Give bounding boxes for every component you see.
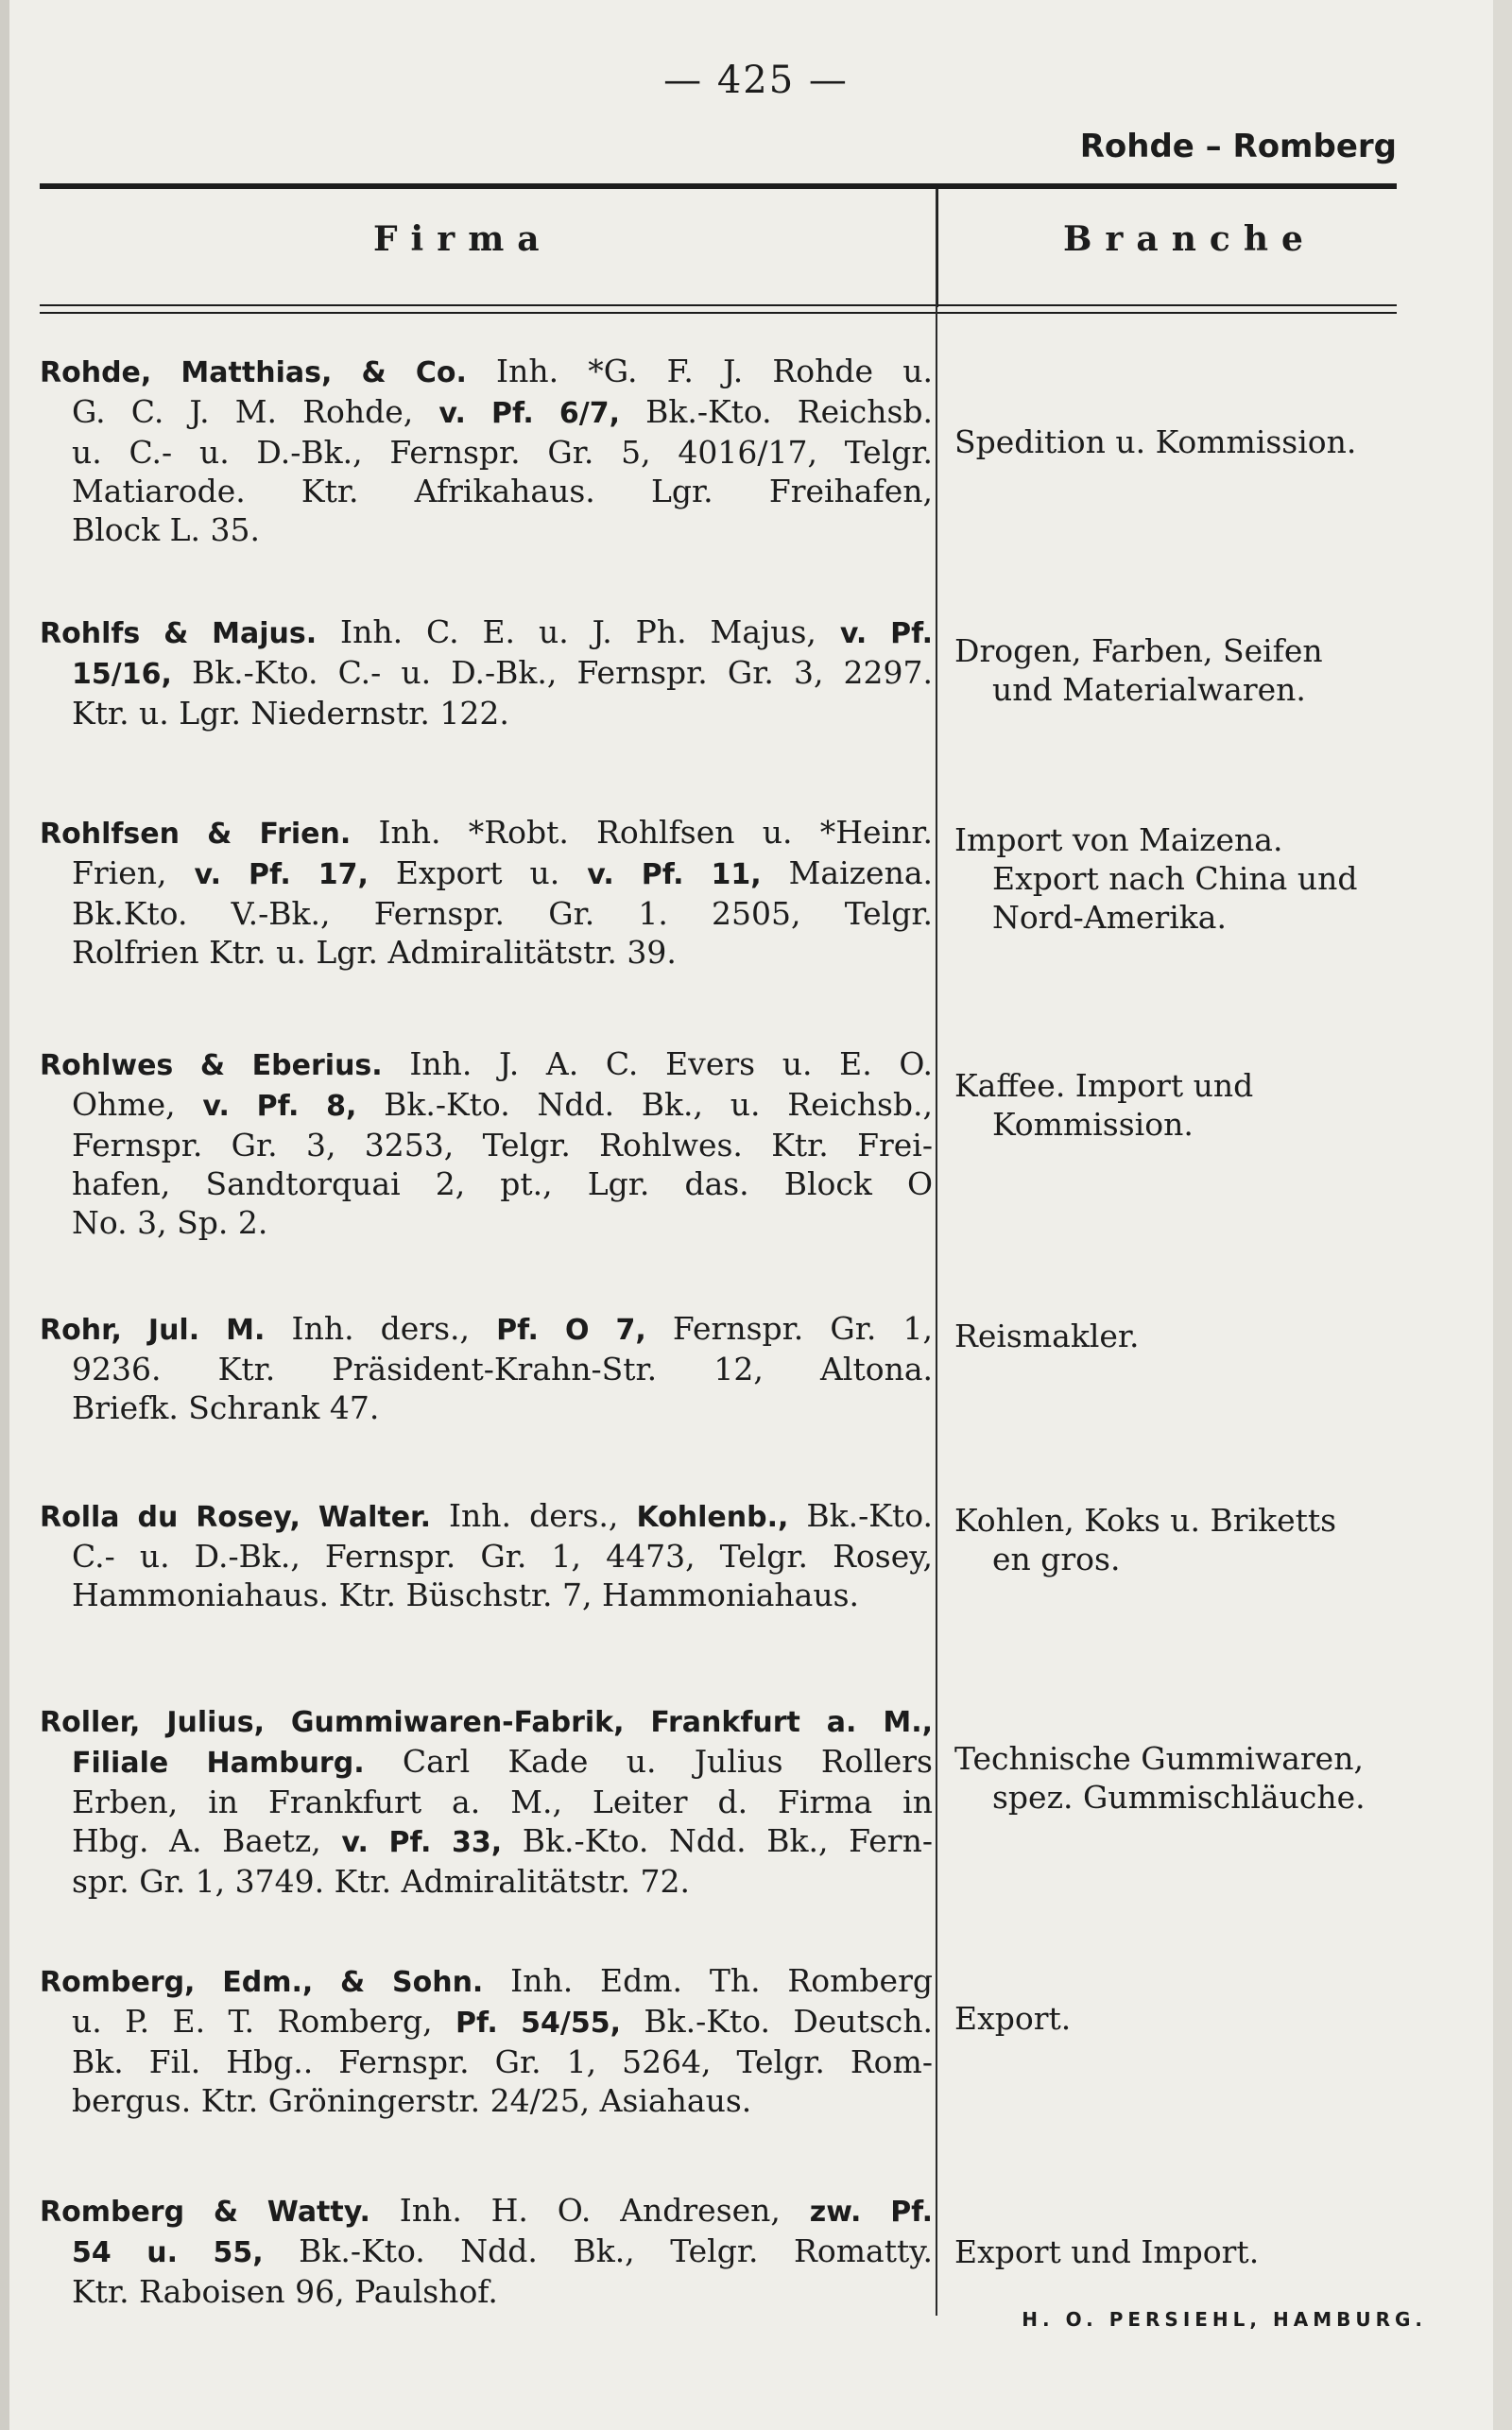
text: Bk.-Kto. Ndd. Bk., u. Reichsb., <box>356 1086 933 1123</box>
text: Hbg. A. Baetz, <box>72 1822 342 1859</box>
entry-branche <box>954 2232 1498 2271</box>
text: spr. Gr. 1, 3749. Ktr. Admiralitätstr. 72. <box>72 1863 691 1900</box>
bold-text: Rohlfsen & Frien. <box>40 818 352 851</box>
branche-line: Export und Import. <box>954 2233 1260 2270</box>
text: No. 3, Sp. 2. <box>72 1204 268 1241</box>
page-left-edge <box>0 0 9 2430</box>
entry-firm-line <box>40 2191 933 2232</box>
column-head-branche: Branche <box>1063 219 1316 259</box>
directory-entry <box>40 1701 933 1901</box>
entry-detail-line <box>40 933 933 972</box>
text: Bk.-Kto. <box>788 1497 933 1534</box>
page-right-edge <box>1493 0 1512 2430</box>
text: Maizena. <box>761 854 933 891</box>
entry-detail-line <box>40 694 933 732</box>
entry-detail-line <box>40 853 933 894</box>
entry-branche <box>954 1999 1498 2038</box>
branche-line: und Materialwaren. <box>992 671 1306 708</box>
branche-line: Drogen, Farben, Seifen <box>954 632 1323 669</box>
text: Inh. ders., <box>265 1310 497 1347</box>
entry-firm-line <box>40 1496 933 1537</box>
text: Bk.-Kto. Ndd. Bk., Fern- <box>502 1822 933 1859</box>
text: Inh. *G. F. J. Rohde u. <box>466 353 933 389</box>
bold-text: Rohlfs & Majus. <box>40 617 318 650</box>
entry-firm-line <box>40 612 933 653</box>
entry-firm-line <box>40 813 933 853</box>
branche-line: Import von Maizena. <box>954 821 1283 858</box>
text: bergus. Ktr. Gröningerstr. 24/25, Asiahaus. <box>72 2082 752 2119</box>
entry-detail-line <box>40 1576 933 1614</box>
entry-detail-line <box>40 1821 933 1862</box>
entry-detail-line <box>40 1537 933 1576</box>
branche-line: Technische Gummiwaren, <box>954 1740 1364 1777</box>
bold-text: Pf. 54/55, <box>455 2007 621 2040</box>
branche-line: Kommission. <box>992 1106 1194 1143</box>
text: 9236. Ktr. Präsident-Krahn-Str. 12, Altona. <box>72 1351 933 1387</box>
header-rule-bottom-1 <box>40 304 1397 306</box>
bold-text: 54 u. 55, <box>72 2236 264 2269</box>
text: Bk.-Kto. Ndd. Bk., Telgr. Romatty. <box>263 2232 933 2269</box>
text: C.- u. D.-Bk., Fernspr. Gr. 1, 4473, Telgr. Rosey, <box>72 1538 933 1575</box>
page-number: — 425 — <box>663 59 849 102</box>
text: Bk.Kto. V.-Bk., Fernspr. Gr. 1. 2505, Telgr. <box>72 895 933 932</box>
entry-detail-line <box>40 2042 933 2081</box>
text: Block L. 35. <box>72 511 261 548</box>
bold-text: v. Pf. 11, <box>587 858 762 891</box>
branche-line: Kaffee. Import und <box>954 1067 1254 1104</box>
branche-line: Reismakler. <box>954 1318 1140 1354</box>
text: Frien, <box>72 854 195 891</box>
entry-firm-line <box>40 1309 933 1350</box>
bold-text: Pf. O 7, <box>496 1314 646 1347</box>
text: Ktr. u. Lgr. Niedernstr. 122. <box>72 695 509 732</box>
bold-text: Romberg & Watty. <box>40 2196 370 2229</box>
branche-line: Export. <box>954 2000 1072 2037</box>
entry-detail-line <box>40 1350 933 1388</box>
branche-line: Export nach China und <box>992 860 1358 897</box>
text: hafen, Sandtorquai 2, pt., Lgr. das. Block O <box>72 1165 933 1202</box>
text: Fernspr. Gr. 1, <box>645 1310 933 1347</box>
branche-line: en gros. <box>992 1541 1121 1577</box>
entry-firm-line <box>40 1961 933 2002</box>
entry-firm-line <box>40 352 933 392</box>
text: Erben, in Frankfurt a. M., Leiter d. Firma in <box>72 1784 933 1820</box>
printer-imprint: H. O. PERSIEHL, HAMBURG. <box>1022 2308 1427 2331</box>
entry-detail-line <box>40 1164 933 1203</box>
entry-detail-line <box>40 1085 933 1126</box>
running-head: Rohde – Romberg <box>1079 128 1397 165</box>
bold-text: Kohlenb., <box>636 1501 789 1534</box>
text: Hammoniahaus. Ktr. Büschstr. 7, Hammoniahaus. <box>72 1577 859 1613</box>
text: Carl Kade u. Julius Rollers <box>364 1743 933 1780</box>
bold-text: v. Pf. 6/7, <box>438 397 620 430</box>
entry-detail-line <box>40 2002 933 2042</box>
entry-branche <box>954 820 1498 937</box>
bold-text: Rohr, Jul. M. <box>40 1314 266 1347</box>
directory-entry <box>40 352 933 549</box>
branche-line: Spedition u. Kommission. <box>954 423 1357 460</box>
directory-entry <box>40 1044 933 1242</box>
entry-branche <box>954 1739 1498 1817</box>
entry-firm-line <box>40 1701 933 1742</box>
header-rule-top <box>40 183 1397 189</box>
entry-detail-line <box>40 2081 933 2120</box>
entry-branche <box>954 1066 1498 1144</box>
entry-detail-line <box>40 433 933 472</box>
column-head-firma: Firma <box>373 219 553 259</box>
entry-detail-line <box>40 392 933 433</box>
text: Inh. *Robt. Rohlfsen u. *Heinr. <box>351 814 933 851</box>
text: Inh. H. O. Andresen, <box>369 2192 810 2229</box>
text: u. C.- u. D.-Bk., Fernspr. Gr. 5, 4016/17, Telgr. <box>72 434 933 471</box>
bold-text: zw. Pf. <box>809 2196 933 2229</box>
entry-firm-line <box>40 1044 933 1085</box>
text: Inh. J. A. C. Evers u. E. O. <box>382 1045 933 1082</box>
directory-entry <box>40 2191 933 2311</box>
branche-line: Kohlen, Koks u. Briketts <box>954 1502 1337 1539</box>
text: G. C. J. M. Rohde, <box>72 393 439 430</box>
entry-detail-line <box>40 1742 933 1783</box>
bold-text: v. Pf. 17, <box>194 858 369 891</box>
bold-text: v. Pf. <box>839 617 933 650</box>
entry-detail-line <box>40 472 933 510</box>
text: Ohme, <box>72 1086 203 1123</box>
bold-text: Roller, Julius, Gummiwaren-Fabrik, Frankfurt a. M., <box>40 1706 933 1739</box>
text: Bk.-Kto. Deutsch. <box>620 2003 934 2040</box>
text: Inh. Edm. Th. Romberg <box>483 1962 933 1999</box>
text: Export u. <box>368 854 588 891</box>
column-divider <box>936 189 937 2316</box>
text: Briefk. Schrank 47. <box>72 1389 380 1426</box>
entry-detail-line <box>40 653 933 694</box>
entry-detail-line <box>40 2272 933 2311</box>
header-rule-bottom-2 <box>40 312 1397 314</box>
directory-entry <box>40 813 933 972</box>
text: Inh. ders., <box>430 1497 637 1534</box>
bold-text: 15/16, <box>72 658 172 691</box>
entry-branche <box>954 631 1498 709</box>
text: Bk.-Kto. Reichsb. <box>619 393 934 430</box>
entry-detail-line <box>40 1783 933 1821</box>
bold-text: v. Pf. 8, <box>202 1090 357 1123</box>
text: Ktr. Raboisen 96, Paulshof. <box>72 2273 498 2310</box>
entry-branche <box>954 422 1498 461</box>
bold-text: Rolla du Rosey, Walter. <box>40 1501 431 1534</box>
text: Bk. Fil. Hbg.. Fernspr. Gr. 1, 5264, Telgr. Rom- <box>72 2043 933 2080</box>
entry-detail-line <box>40 894 933 933</box>
entry-branche <box>954 1317 1498 1355</box>
bold-text: Rohde, Matthias, & Co. <box>40 356 467 389</box>
entry-detail-line <box>40 1388 933 1427</box>
directory-entry <box>40 1961 933 2120</box>
bold-text: Rohlwes & Eberius. <box>40 1049 383 1082</box>
bold-text: Romberg, Edm., & Sohn. <box>40 1966 484 1999</box>
text: Rolfrien Ktr. u. Lgr. Admiralitätstr. 39. <box>72 934 677 971</box>
bold-text: Filiale Hamburg. <box>72 1747 365 1780</box>
directory-entry <box>40 612 933 732</box>
entry-detail-line <box>40 1126 933 1164</box>
entry-detail-line <box>40 1203 933 1242</box>
entry-detail-line <box>40 510 933 549</box>
branche-line: Nord-Amerika. <box>992 899 1227 936</box>
text: u. P. E. T. Romberg, <box>72 2003 455 2040</box>
text: Inh. C. E. u. J. Ph. Majus, <box>317 613 840 650</box>
text: Matiarode. Ktr. Afrikahaus. Lgr. Freihafen, <box>72 473 933 509</box>
entry-detail-line <box>40 2232 933 2272</box>
branche-line: spez. Gummischläuche. <box>992 1779 1366 1816</box>
entry-branche <box>954 1501 1498 1578</box>
entry-detail-line <box>40 1862 933 1901</box>
text: Fernspr. Gr. 3, 3253, Telgr. Rohlwes. Ktr. Frei- <box>72 1127 933 1163</box>
bold-text: v. Pf. 33, <box>341 1826 503 1859</box>
text: Bk.-Kto. C.- u. D.-Bk., Fernspr. Gr. 3, 2297. <box>171 654 933 691</box>
directory-entry <box>40 1496 933 1614</box>
directory-entry <box>40 1309 933 1427</box>
